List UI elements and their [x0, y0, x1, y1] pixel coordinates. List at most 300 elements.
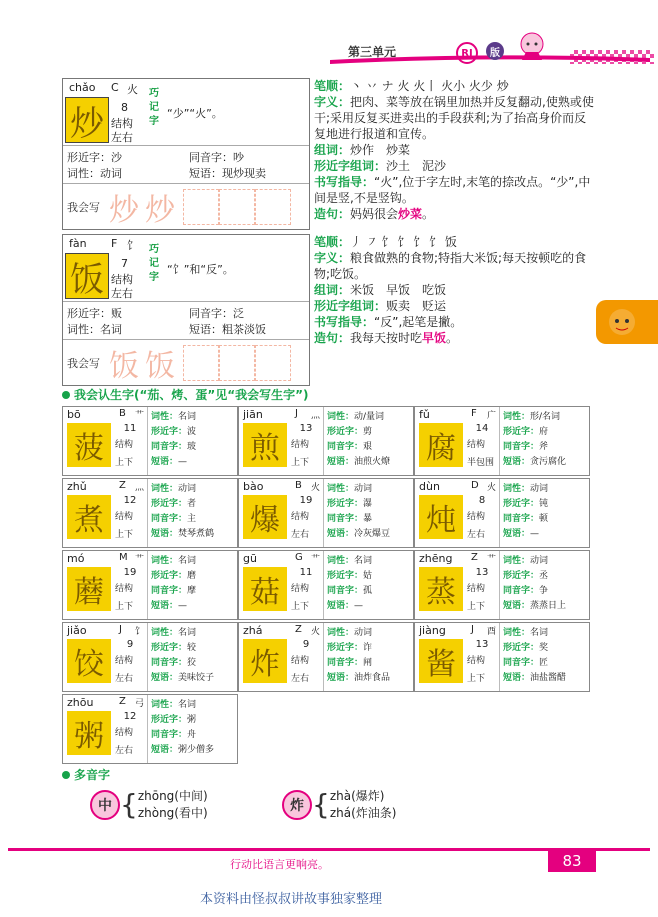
shape-label: 形近字：: [67, 307, 111, 320]
card-phrase-row: [327, 528, 390, 540]
page-number: 83: [548, 850, 596, 872]
card-pos-label: 词性：: [151, 628, 179, 638]
shape-words-row: [314, 158, 596, 174]
stroke-row: [314, 78, 596, 94]
char-info: [314, 78, 596, 222]
card-radical: 灬: [135, 483, 145, 493]
card-shape: 瀑: [363, 499, 373, 509]
unit-title: 第三单元: [348, 45, 397, 59]
char-pinyin: fàn: [69, 237, 87, 250]
main-char: 饭: [65, 253, 109, 299]
card-initial: Z: [119, 696, 126, 707]
card-divider: [323, 479, 324, 547]
card-strokes: 8: [478, 495, 486, 506]
card-homo-label: 同音字：: [151, 658, 188, 668]
card-divider: [499, 551, 500, 619]
poly-char-badge: 中: [90, 790, 120, 820]
guide-row: [314, 174, 596, 206]
card-pos: 名词: [530, 628, 549, 638]
homophone-char: 吵: [233, 151, 244, 164]
card-structure-label: 结构: [467, 584, 486, 594]
sentence-post: 。: [446, 331, 459, 345]
stroke-order: 丿 ㇇ 饣 饣 饣 饣 饭: [350, 235, 457, 249]
shape-words-label: 形近字组词：: [314, 299, 387, 313]
shape-words-text: 沙土 泥沙: [386, 159, 447, 173]
card-phrase: 美味饺子: [178, 673, 215, 683]
card-char: 炖: [419, 495, 463, 539]
writing-grid[interactable]: [219, 189, 255, 225]
char-card: [62, 478, 238, 548]
shape-row: [67, 305, 122, 321]
writing-grid[interactable]: [183, 345, 219, 381]
card-homo: 孤: [363, 586, 373, 596]
card-shape-row: [151, 498, 196, 510]
card-structure-label: 结构: [291, 584, 310, 594]
section-bullet-icon: [62, 771, 70, 779]
card-shape-row: [327, 642, 372, 654]
char-card: [414, 550, 590, 620]
card-shape-label: 形近字：: [151, 499, 188, 509]
words-text: 米饭 早饭 吃饭: [350, 283, 447, 297]
card-structure: 上下: [467, 602, 486, 612]
guide-text: “火”,位于字左时,末笔的捺改点。“少”,中间是竖,不是竖钩。: [314, 175, 591, 205]
card-structure: 上下: [115, 530, 134, 540]
card-char: 菠: [67, 423, 111, 467]
card-shape-row: [327, 570, 372, 582]
card-shape: 较: [187, 643, 197, 653]
homophone-label: 同音字：: [189, 307, 233, 320]
card-structure-label: 结构: [467, 656, 486, 666]
card-phrase-row: [503, 456, 566, 468]
stroke-label: 笔顺：: [314, 79, 351, 93]
card-pos-label: 词性：: [151, 412, 179, 422]
card-radical: 酉: [487, 627, 497, 637]
card-homo: 暴: [363, 514, 373, 524]
card-radical: 艹: [135, 411, 145, 421]
trace-char: 饭: [109, 349, 139, 384]
char-card: [62, 694, 238, 764]
card-char: 煮: [67, 495, 111, 539]
card-shape-label: 形近字：: [503, 499, 540, 509]
card-pinyin: zhá: [243, 624, 263, 637]
card-shape: 姑: [363, 571, 373, 581]
card-pos-label: 词性：: [503, 556, 531, 566]
sentence-highlight: 炒菜: [398, 207, 423, 221]
guide-row: [314, 314, 596, 330]
words-row: [314, 282, 596, 298]
card-phrase-row: [503, 528, 539, 540]
words-label: 组词：: [314, 283, 351, 297]
card-structure-label: 结构: [467, 440, 486, 450]
card-phrase: 油煎火燎: [354, 457, 391, 467]
card-homo-label: 同音字：: [151, 730, 188, 740]
card-shape-row: [503, 426, 548, 438]
card-homo: 舟: [187, 730, 197, 740]
mascot-icon: [602, 302, 642, 342]
card-shape-label: 形近字：: [151, 427, 188, 437]
card-pinyin: jiān: [243, 408, 263, 421]
char-card: [414, 622, 590, 692]
char-card: [238, 622, 414, 692]
card-structure: 上下: [291, 602, 310, 612]
card-divider: [147, 623, 148, 691]
card-strokes: 11: [123, 423, 137, 434]
guide-text: “反”,起笔是撇。: [374, 315, 463, 329]
card-shape: 府: [539, 427, 549, 437]
card-char: 炸: [243, 639, 287, 683]
card-radical: 艹: [311, 555, 321, 565]
divider: [63, 301, 309, 302]
card-divider: [499, 623, 500, 691]
card-structure-label: 结构: [115, 656, 134, 666]
card-phrase: 贪污腐化: [530, 457, 567, 467]
card-strokes: 14: [475, 423, 489, 434]
card-structure: 上下: [115, 602, 134, 612]
card-shape: 丞: [539, 571, 549, 581]
card-shape-label: 形近字：: [327, 643, 364, 653]
card-phrase-label: 短语：: [327, 601, 355, 611]
card-phrase-label: 短语：: [327, 457, 355, 467]
side-tab: [596, 300, 658, 344]
card-shape: 波: [187, 427, 197, 437]
writing-grid[interactable]: [219, 345, 255, 381]
card-homo-label: 同音字：: [327, 586, 364, 596]
card-pos-row: [503, 411, 560, 423]
card-strokes: 9: [126, 639, 134, 650]
section-bullet-icon: [62, 391, 70, 399]
card-pos: 名词: [178, 412, 197, 422]
divider: [63, 145, 309, 146]
card-pos: 名词: [178, 700, 197, 710]
memory-text: “饣”和“反”。: [167, 263, 234, 276]
card-shape-label: 形近字：: [151, 571, 188, 581]
card-phrase-row: [503, 600, 566, 612]
card-pos-label: 词性：: [503, 484, 531, 494]
meaning-label: 字义：: [314, 95, 351, 109]
card-pos-row: [503, 627, 548, 639]
card-char: 蘑: [67, 567, 111, 611]
char-structure-label: 结构: [111, 117, 133, 130]
char-strokes: 7: [121, 257, 128, 270]
card-phrase-row: [327, 672, 390, 684]
pos-label: 词性：: [67, 167, 100, 180]
poly-title-text: 多音字: [74, 768, 111, 782]
poly-reading: zhá(炸油条): [329, 806, 397, 820]
card-strokes: 19: [299, 495, 313, 506]
card-divider: [147, 407, 148, 475]
footer-tagline: 行动比语言更响亮。: [230, 858, 329, 871]
char-panel: [62, 78, 310, 230]
card-structure-label: 结构: [115, 440, 134, 450]
card-phrase-row: [151, 456, 187, 468]
writing-grid[interactable]: [183, 189, 219, 225]
card-radical: 灬: [311, 411, 321, 421]
brace-icon: {: [312, 788, 330, 821]
card-homo-row: [503, 657, 548, 669]
card-structure-label: 结构: [291, 656, 310, 666]
card-phrase-label: 短语：: [503, 673, 531, 683]
card-pinyin: jiàng: [419, 624, 446, 637]
meaning-label: 字义：: [314, 251, 351, 265]
guide-label: 书写指导：: [314, 315, 375, 329]
char-structure-label: 结构: [111, 273, 133, 286]
shape-label: 形近字：: [67, 151, 111, 164]
sentence-post: 。: [422, 207, 435, 221]
card-shape-row: [327, 498, 372, 510]
card-phrase-row: [327, 600, 363, 612]
brace-icon: {: [120, 788, 138, 821]
card-pos: 名词: [178, 628, 197, 638]
recognize-section-title: [62, 386, 309, 403]
divider: [63, 339, 309, 340]
card-radical: 广: [487, 411, 497, 421]
sentence-row: [314, 206, 596, 222]
card-homo-row: [327, 657, 372, 669]
header-pattern: [570, 50, 654, 64]
card-homo-label: 同音字：: [503, 658, 540, 668]
card-shape-row: [503, 570, 548, 582]
pos-row: [67, 165, 122, 181]
card-phrase-label: 短语：: [151, 529, 179, 539]
card-pos: 动词: [530, 556, 549, 566]
card-pos-row: [503, 555, 548, 567]
card-char: 酱: [419, 639, 463, 683]
card-phrase: —: [354, 601, 364, 611]
card-homo: 摩: [187, 586, 197, 596]
card-homo-row: [151, 585, 196, 597]
card-phrase-label: 短语：: [151, 673, 179, 683]
poly-char-badge: 炸: [282, 790, 312, 820]
card-shape: 磨: [187, 571, 197, 581]
card-phrase: 蒸蒸日上: [530, 601, 567, 611]
card-char: 饺: [67, 639, 111, 683]
write-label: 我会写: [67, 201, 100, 214]
card-pos-row: [151, 699, 196, 711]
card-homo-label: 同音字：: [151, 442, 188, 452]
card-structure-label: 结构: [115, 584, 134, 594]
card-homo-label: 同音字：: [151, 586, 188, 596]
card-phrase: 冷灰爆豆: [354, 529, 391, 539]
card-strokes: 12: [123, 711, 137, 722]
card-initial: B: [295, 480, 302, 491]
char-pinyin: chǎo: [69, 81, 96, 94]
writing-grid[interactable]: [255, 189, 291, 225]
card-shape: 奖: [539, 643, 549, 653]
stroke-row: [314, 234, 596, 250]
card-phrase-row: [151, 600, 187, 612]
main-char: 炒: [65, 97, 109, 143]
poly-item: [90, 788, 208, 822]
pos-label: 词性：: [67, 323, 100, 336]
card-pinyin: gū: [243, 552, 257, 565]
card-pos-label: 词性：: [327, 412, 355, 422]
card-radical: 火: [311, 483, 321, 493]
card-pos-label: 词性：: [151, 484, 179, 494]
shape-char: 沙: [111, 151, 122, 164]
card-phrase-label: 短语：: [151, 745, 179, 755]
card-pinyin: bō: [67, 408, 81, 421]
card-shape-label: 形近字：: [503, 571, 540, 581]
phrase-label: 短语：: [189, 323, 222, 336]
sentence-pre: 我每天按时吃: [350, 331, 423, 345]
guide-label: 书写指导：: [314, 175, 375, 189]
card-shape: 者: [187, 499, 197, 509]
poly-reading: zhà(爆炸): [329, 789, 385, 803]
memory-label: 巧记字: [149, 88, 159, 127]
card-divider: [147, 479, 148, 547]
card-homo-row: [151, 513, 196, 525]
sentence-highlight: 早饭: [422, 331, 447, 345]
words-text: 炒作 炒菜: [350, 143, 411, 157]
edition-badge: 版: [486, 42, 504, 60]
stroke-order: 丶 丷 ナ 火 火丨 火小 火少 炒: [350, 79, 509, 93]
card-phrase-row: [151, 744, 214, 756]
meaning-row: [314, 250, 596, 282]
card-phrase: —: [178, 601, 188, 611]
shape-words-label: 形近字组词：: [314, 159, 387, 173]
trace-char: 炒: [109, 193, 139, 228]
card-phrase: 粥少僧多: [178, 745, 215, 755]
card-homo-row: [327, 513, 372, 525]
card-phrase: 焚琴煮鹤: [178, 529, 215, 539]
char-card: [62, 622, 238, 692]
card-structure: 左右: [115, 674, 134, 684]
card-shape-row: [151, 570, 196, 582]
card-strokes: 9: [302, 639, 310, 650]
char-card: [238, 478, 414, 548]
card-pos-row: [327, 555, 372, 567]
card-pos-label: 词性：: [151, 556, 179, 566]
card-char: 蒸: [419, 567, 463, 611]
card-radical: 饣: [135, 627, 145, 637]
char-strokes: 8: [121, 101, 128, 114]
card-pinyin: jiǎo: [67, 624, 87, 637]
card-shape-row: [151, 714, 196, 726]
card-homo: 顿: [539, 514, 549, 524]
sentence-label: 造句：: [314, 207, 351, 221]
card-shape: 诈: [363, 643, 373, 653]
card-radical: 火: [487, 483, 497, 493]
card-homo-label: 同音字：: [503, 442, 540, 452]
card-homo-label: 同音字：: [503, 586, 540, 596]
card-structure: 上下: [115, 458, 134, 468]
char-card: [238, 406, 414, 476]
card-radical: 火: [311, 627, 321, 637]
card-pos-label: 词性：: [327, 556, 355, 566]
card-radical: 艹: [135, 555, 145, 565]
card-shape-label: 形近字：: [327, 427, 364, 437]
char-radical: 饣: [127, 239, 138, 252]
write-label: 我会写: [67, 357, 100, 370]
card-divider: [499, 479, 500, 547]
card-pinyin: zhōu: [67, 696, 94, 709]
writing-grid[interactable]: [255, 345, 291, 381]
card-pos-row: [503, 483, 548, 495]
card-phrase-row: [327, 456, 390, 468]
char-card: [62, 550, 238, 620]
card-pos: 名词: [354, 556, 373, 566]
card-pos-row: [151, 411, 196, 423]
char-structure: 左右: [111, 131, 133, 144]
card-char: 爆: [243, 495, 287, 539]
card-char: 粥: [67, 711, 111, 755]
char-radical: 火: [127, 83, 138, 96]
card-homo: 玻: [187, 442, 197, 452]
card-pos: 动词: [178, 484, 197, 494]
card-pinyin: zhēng: [419, 552, 453, 565]
char-info: [314, 234, 596, 346]
trace-char: 饭: [145, 349, 175, 384]
pos-value: 动词: [100, 167, 122, 180]
memory-label: 巧记字: [149, 244, 159, 283]
card-initial: J: [119, 624, 122, 635]
sentence-label: 造句：: [314, 331, 351, 345]
card-shape-row: [327, 426, 372, 438]
card-pos-label: 词性：: [503, 412, 531, 422]
card-strokes: 19: [123, 567, 137, 578]
card-phrase-label: 短语：: [151, 457, 179, 467]
card-shape: 钝: [539, 499, 549, 509]
card-pinyin: zhǔ: [67, 480, 87, 493]
watermark: 本资料由怪叔叔讲故事独家整理: [200, 892, 383, 907]
meaning-row: [314, 94, 596, 142]
card-divider: [147, 695, 148, 763]
poly-reading: zhōng(中间): [137, 789, 208, 803]
card-pos-row: [151, 627, 196, 639]
card-structure: 左右: [115, 746, 134, 756]
card-structure-label: 结构: [467, 512, 486, 522]
char-panel: [62, 234, 310, 386]
card-structure-label: 结构: [115, 728, 134, 738]
card-divider: [323, 551, 324, 619]
card-pos-label: 词性：: [327, 628, 355, 638]
card-shape-row: [151, 642, 196, 654]
shape-row: [67, 149, 122, 165]
card-homo: 闸: [363, 658, 373, 668]
phrase-row: [189, 165, 266, 181]
card-divider: [147, 551, 148, 619]
poly-item: [282, 788, 396, 822]
polyphone-section-title: [62, 766, 110, 783]
card-homo: 狡: [187, 658, 197, 668]
card-shape-row: [503, 498, 548, 510]
card-initial: D: [471, 480, 479, 491]
pos-row: [67, 321, 122, 337]
card-pinyin: mó: [67, 552, 85, 565]
card-strokes: 11: [299, 567, 313, 578]
card-pos-label: 词性：: [151, 700, 179, 710]
card-initial: Z: [471, 552, 478, 563]
card-shape-row: [503, 642, 548, 654]
homophone-char: 泛: [233, 307, 244, 320]
card-pos: 名词: [178, 556, 197, 566]
card-homo: 匠: [539, 658, 549, 668]
card-shape-label: 形近字：: [327, 571, 364, 581]
divider: [63, 183, 309, 184]
card-pos: 动词: [530, 484, 549, 494]
stroke-label: 笔顺：: [314, 235, 351, 249]
card-pos-label: 词性：: [503, 628, 531, 638]
card-initial: F: [471, 408, 477, 419]
cartoon-girl-icon: [512, 30, 552, 66]
card-homo-label: 同音字：: [327, 442, 364, 452]
card-homo-row: [327, 585, 372, 597]
card-homo-label: 同音字：: [151, 514, 188, 524]
card-divider: [499, 407, 500, 475]
card-phrase: 油炸食品: [354, 673, 391, 683]
homophone-row: [189, 305, 244, 321]
card-structure: 左右: [291, 674, 310, 684]
